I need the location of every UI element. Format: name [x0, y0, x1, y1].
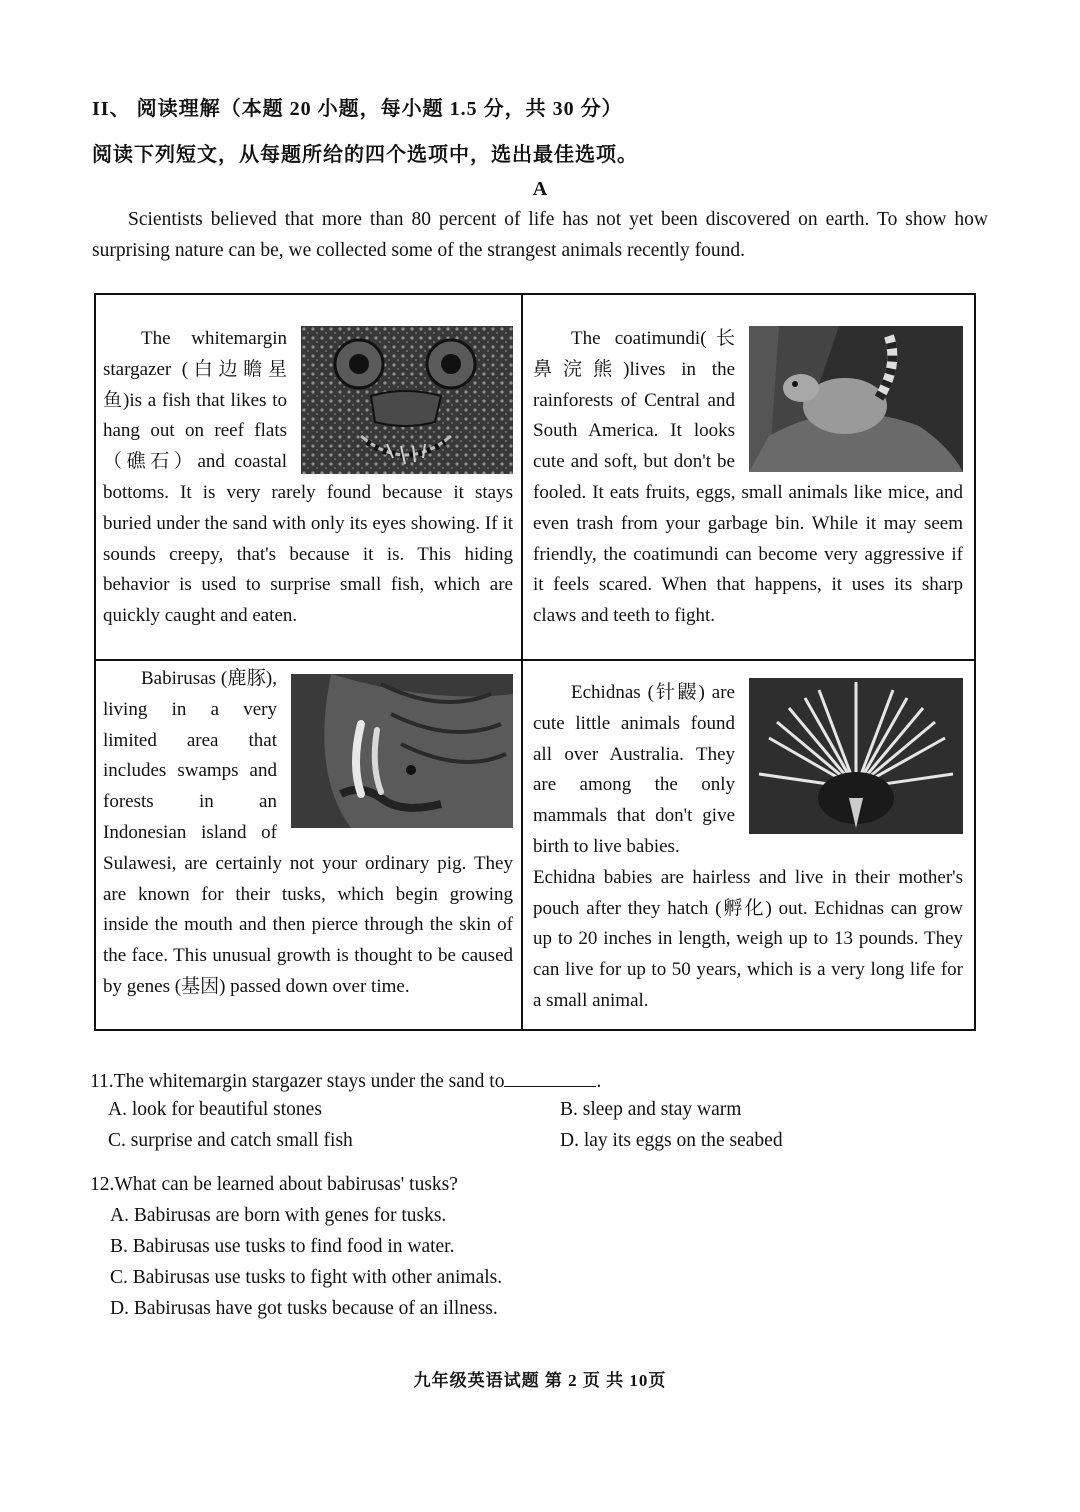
- question-11-option-d[interactable]: D. lay its eggs on the seabed: [560, 1130, 783, 1151]
- question-12-option-d[interactable]: D. Babirusas have got tusks because of an illness.: [110, 1298, 498, 1319]
- stargazer-fish-photo: [301, 326, 513, 474]
- table-divider-vertical: [521, 293, 523, 1031]
- stargazer-cell: [103, 324, 513, 632]
- passage-letter: A: [532, 178, 548, 200]
- babirusa-cell: [103, 664, 513, 1003]
- question-11-stem-end: .: [596, 1071, 602, 1092]
- question-11-option-a[interactable]: A. look for beautiful stones: [108, 1099, 322, 1120]
- babirusa-photo: [291, 674, 513, 828]
- question-12-option-c[interactable]: C. Babirusas use tusks to fight with other animals.: [110, 1267, 503, 1288]
- echidna-photo: [749, 678, 963, 834]
- echidna-text-second: Echidna babies are hairless and live in their mother's pouch after they hatch (孵化) out. Echidnas can grow up to 20 inches in length, weigh up to 13 pounds. They can live for up to 50 years, which is a very long life for a small animal.: [533, 866, 963, 1011]
- passage-intro: Scientists believed that more than 80 percent of life has not yet been discovered on earth. To show how surprising nature can be, we collected some of the strangest animals recently found.: [92, 209, 988, 261]
- echidna-text-first: Echidnas (针鼹) are cute little animals found all over Australia. They are among the only mammals that don't give birth to live babies.: [533, 682, 735, 857]
- coatimundi-photo: [749, 326, 963, 472]
- question-12-stem: 12.What can be learned about babirusas' tusks?: [90, 1174, 458, 1195]
- section-instructions: 阅读下列短文，从每题所给的四个选项中，选出最佳选项。: [92, 144, 638, 166]
- question-11-option-c[interactable]: C. surprise and catch small fish: [108, 1130, 353, 1151]
- coatimundi-text: The coatimundi(长鼻浣熊)lives in the rainforests of Central and South America. It looks cute and soft, but don't be fooled. It eats fruits, eggs, small animals like mice, and even trash from your garbage bin. While it may seem friendly, the coatimundi can become very aggressive if it feels scared. When that happens, it uses its sharp claws and teeth to fight.: [533, 328, 963, 627]
- echidna-cell: [533, 678, 963, 1017]
- section-heading: II、 阅读理解（本题 20 小题，每小题 1.5 分，共 30 分）: [92, 98, 623, 120]
- page-footer: 九年级英语试题 第 2 页 共 10页: [413, 1371, 667, 1390]
- babirusa-text: Babirusas (鹿豚), living in a very limited area that includes swamps and forests in an Indonesian island of Sulawesi, are certainly not your ordinary pig. They are known for their tusks, which begin growing inside the mouth and then pierce through the skin of the face. This unusual growth is thought to be caused by genes (基因) passed down over time.: [103, 668, 513, 997]
- coatimundi-cell: [533, 324, 963, 632]
- question-12-option-b[interactable]: B. Babirusas use tusks to find food in water.: [110, 1236, 455, 1257]
- question-11-option-b[interactable]: B. sleep and stay warm: [560, 1099, 742, 1120]
- answer-blank[interactable]: [504, 1068, 596, 1087]
- stargazer-text: The whitemargin stargazer (白边瞻星鱼)is a fish that likes to hang out on reef flats（礁石）and coastal bottoms. It is very rarely found because it stays buried under the sand with only its eyes showing. If it sounds creepy, that's because it is. This hiding behavior is used to surprise small fish, which are quickly caught and eaten.: [103, 328, 513, 627]
- question-11-stem: 11.The whitemargin stargazer stays under the sand to: [90, 1071, 505, 1092]
- question-12-option-a[interactable]: A. Babirusas are born with genes for tusks.: [110, 1205, 447, 1226]
- table-divider-horizontal: [94, 659, 976, 661]
- question-11: [90, 1068, 601, 1093]
